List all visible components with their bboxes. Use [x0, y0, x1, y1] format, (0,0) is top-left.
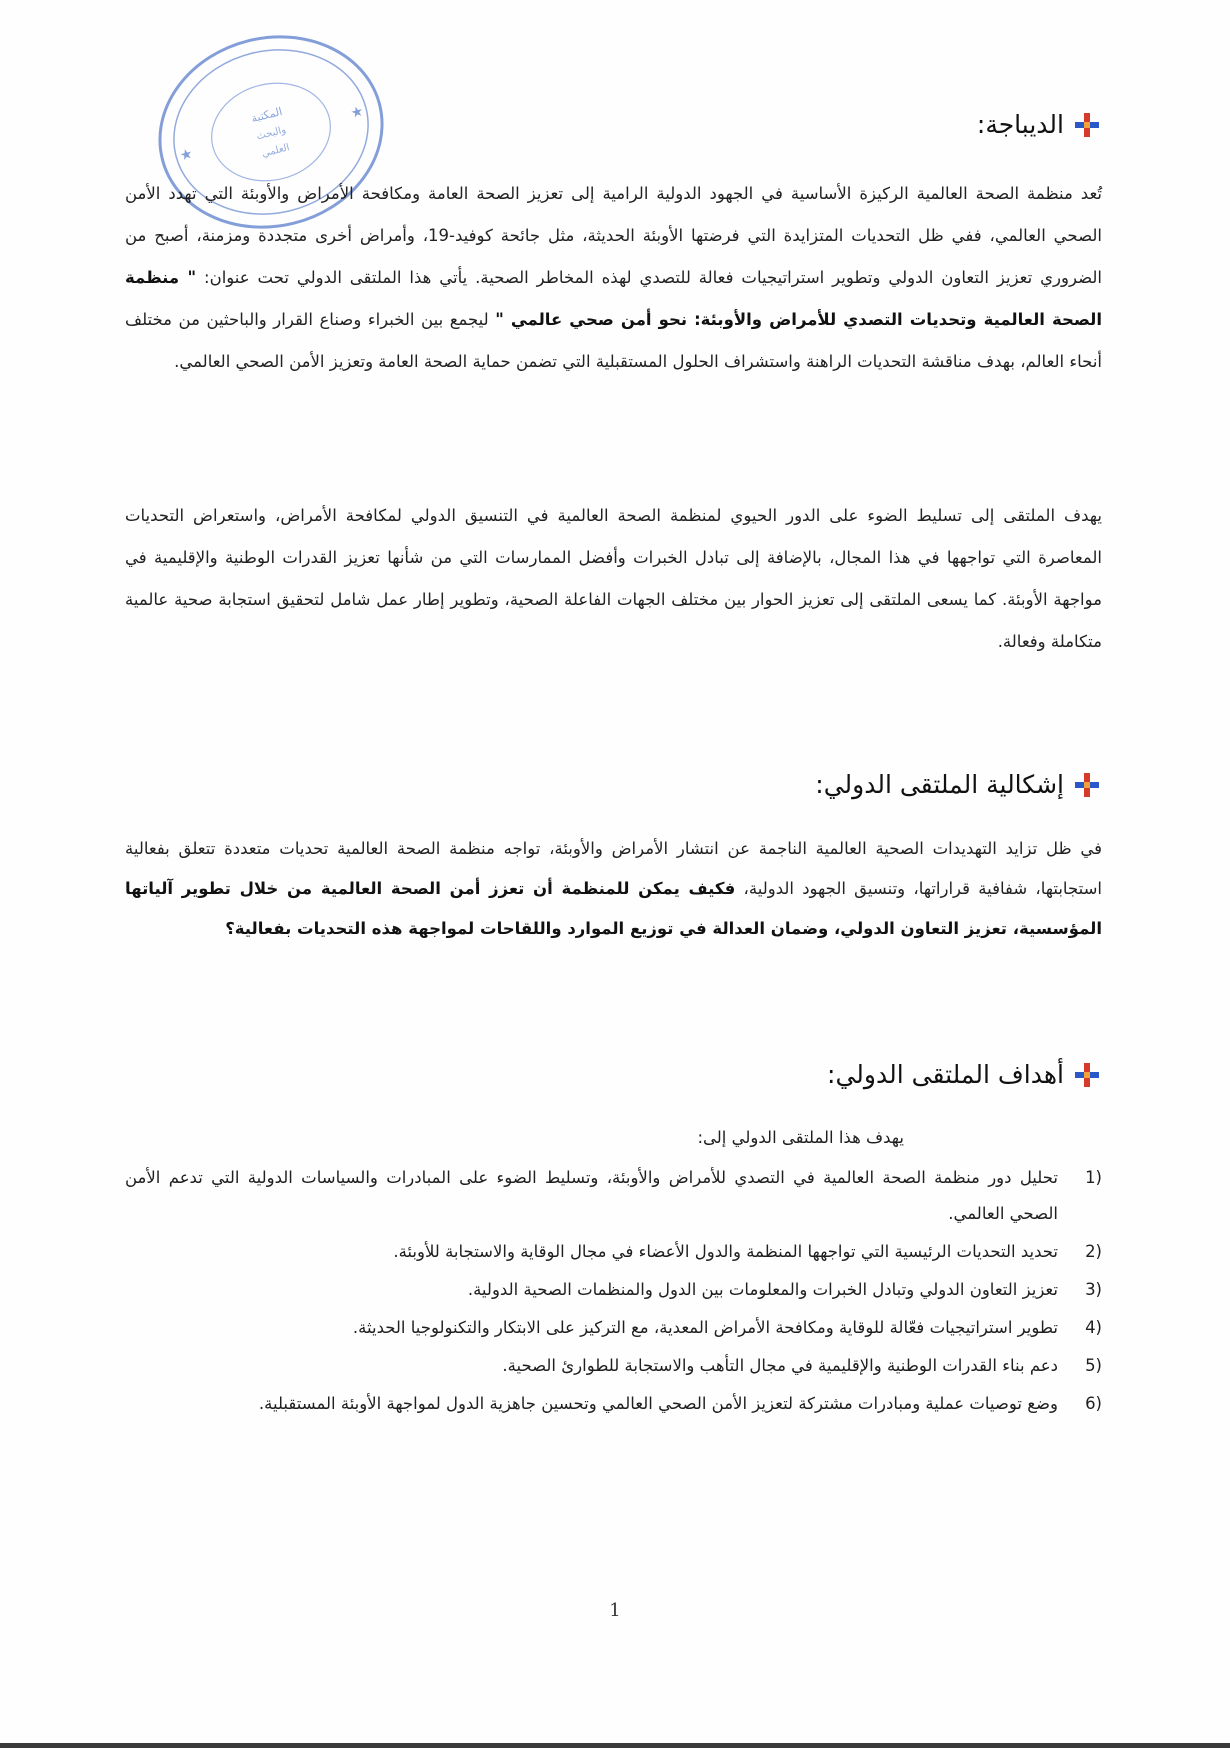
objectives-heading	[827, 1060, 1100, 1089]
problem-question: فكيف يمكن للمنظمة أن تعزز أمن الصحة العالمية من خلال تطوير آلياتها المؤسسية، تعزيز التعاون الدولي، وضمان العدالة في توزيع الموارد واللقاحات لمواجهة هذه التحديات بفعالية؟	[125, 879, 1102, 938]
list-item-number: 4)	[1085, 1318, 1102, 1337]
page-number: 1	[609, 1600, 621, 1621]
problem-paragraph	[125, 829, 1102, 949]
list-item	[125, 1310, 1102, 1346]
list-item-text: وضع توصيات عملية ومبادرات مشتركة لتعزيز الأمن الصحي العالمي وتحسين جاهزية الدول لمواجهة الأوبئة المستقبلية.	[258, 1394, 1058, 1413]
svg-text:★: ★	[349, 103, 366, 122]
preamble-title: الديباجة:	[976, 110, 1064, 139]
preamble-paragraph-1	[125, 173, 1102, 383]
list-item-text: تحديد التحديات الرئيسية التي تواجهها المنظمة والدول الأعضاء في مجال الوقاية والاستجابة للأوبئة.	[393, 1242, 1058, 1261]
objectives-list	[125, 1160, 1102, 1424]
problem-heading	[815, 770, 1100, 799]
list-item-text: تعزيز التعاون الدولي وتبادل الخبرات والمعلومات بين الدول والمنظمات الصحية الدولية.	[467, 1280, 1058, 1299]
svg-text:المكتبة: المكتبة	[249, 104, 284, 126]
svg-text:العلمي: العلمي	[260, 142, 291, 160]
preamble-text-end: ليجمع بين الخبراء وصناع القرار والباحثين من مختلف أنحاء العالم، بهدف مناقشة التحديات الراهنة واستشراف الحلول المستقبلية التي تضمن حماية الصحة العامة وتعزيز الأمن الصحي العالمي.	[125, 310, 1102, 371]
list-item-number: 6)	[1085, 1394, 1102, 1413]
svg-text:★: ★	[178, 145, 195, 165]
list-item-text: دعم بناء القدرات الوطنية والإقليمية في مجال التأهب والاستجابة للطوارئ الصحية.	[502, 1356, 1058, 1375]
list-item	[125, 1234, 1102, 1270]
preamble-paragraph-2: يهدف الملتقى إلى تسليط الضوء على الدور الحيوي لمنظمة الصحة العالمية في التنسيق الدولي لمكافحة الأمراض، واستعراض التحديات المعاصرة التي تواجهها في هذا المجال، بالإضافة إلى تبادل الخبرات وأفضل الممارسات التي من شأنها تعزيز القدرات الوطنية والإقليمية في مواجهة الأوبئة. كما يسعى الملتقى إلى تعزيز الحوار بين مختلف الجهات الفاعلة الصحية، وتطوير إطار عمل شامل لتحقيق استجابة صحية عالمية متكاملة وفعالة.	[125, 506, 1102, 651]
svg-text:والبحث: والبحث	[255, 124, 288, 143]
objectives-intro: يهدف هذا الملتقى الدولي إلى:	[697, 1128, 904, 1147]
decorative-bullet-icon	[1074, 112, 1100, 138]
problem-title: إشكالية الملتقى الدولي:	[815, 770, 1064, 799]
conference-title: " منظمة الصحة العالمية وتحديات التصدي للأمراض والأوبئة: نحو أمن صحي عالمي "	[125, 268, 1102, 329]
list-item-number: 2)	[1085, 1242, 1102, 1261]
list-item	[125, 1160, 1102, 1232]
list-item-number: 5)	[1085, 1356, 1102, 1375]
list-item	[125, 1272, 1102, 1308]
list-item-number: 3)	[1085, 1280, 1102, 1299]
list-item-text: تحليل دور منظمة الصحة العالمية في التصدي للأمراض والأوبئة، وتسليط الضوء على المبادرات والسياسات الدولية التي تدعم الأمن الصحي العالمي.	[125, 1168, 1058, 1223]
list-item-number: 1)	[1085, 1168, 1102, 1187]
problem-text: في ظل تزايد التهديدات الصحية العالمية الناجمة عن انتشار الأمراض والأوبئة، تواجه منظمة الصحة العالمية تحديات متعددة تتعلق بفعالية استجابتها، شفافية قراراتها، وتنسيق الجهود الدولية،	[125, 839, 1102, 898]
decorative-bullet-icon	[1074, 772, 1100, 798]
decorative-bullet-icon	[1074, 1062, 1100, 1088]
list-item	[125, 1348, 1102, 1384]
list-item	[125, 1386, 1102, 1422]
list-item-text: تطوير استراتيجيات فعّالة للوقاية ومكافحة الأمراض المعدية، مع التركيز على الابتكار والتكنولوجيا الحديثة.	[352, 1318, 1058, 1337]
objectives-title: أهداف الملتقى الدولي:	[827, 1060, 1064, 1089]
bottom-border	[0, 1743, 1230, 1748]
preamble-text-start: تُعد منظمة الصحة العالمية الركيزة الأساسية في الجهود الدولية الرامية إلى تعزيز الصحة العامة ومكافحة الأمراض والأوبئة التي تهدد الأمن الصحي العالمي، ففي ظل التحديات المتزايدة التي فرضتها الأوبئة الحديثة، مثل جائحة كوفيد-19، وأمراض أخرى متجددة ومزمنة، أصبح من الضروري تعزيز التعاون الدولي وتطوير استراتيجيات فعالة للتصدي لهذه المخاطر الصحية. يأتي هذا الملتقى الدولي تحت عنوان:	[125, 184, 1103, 287]
preamble-heading	[977, 110, 1100, 139]
